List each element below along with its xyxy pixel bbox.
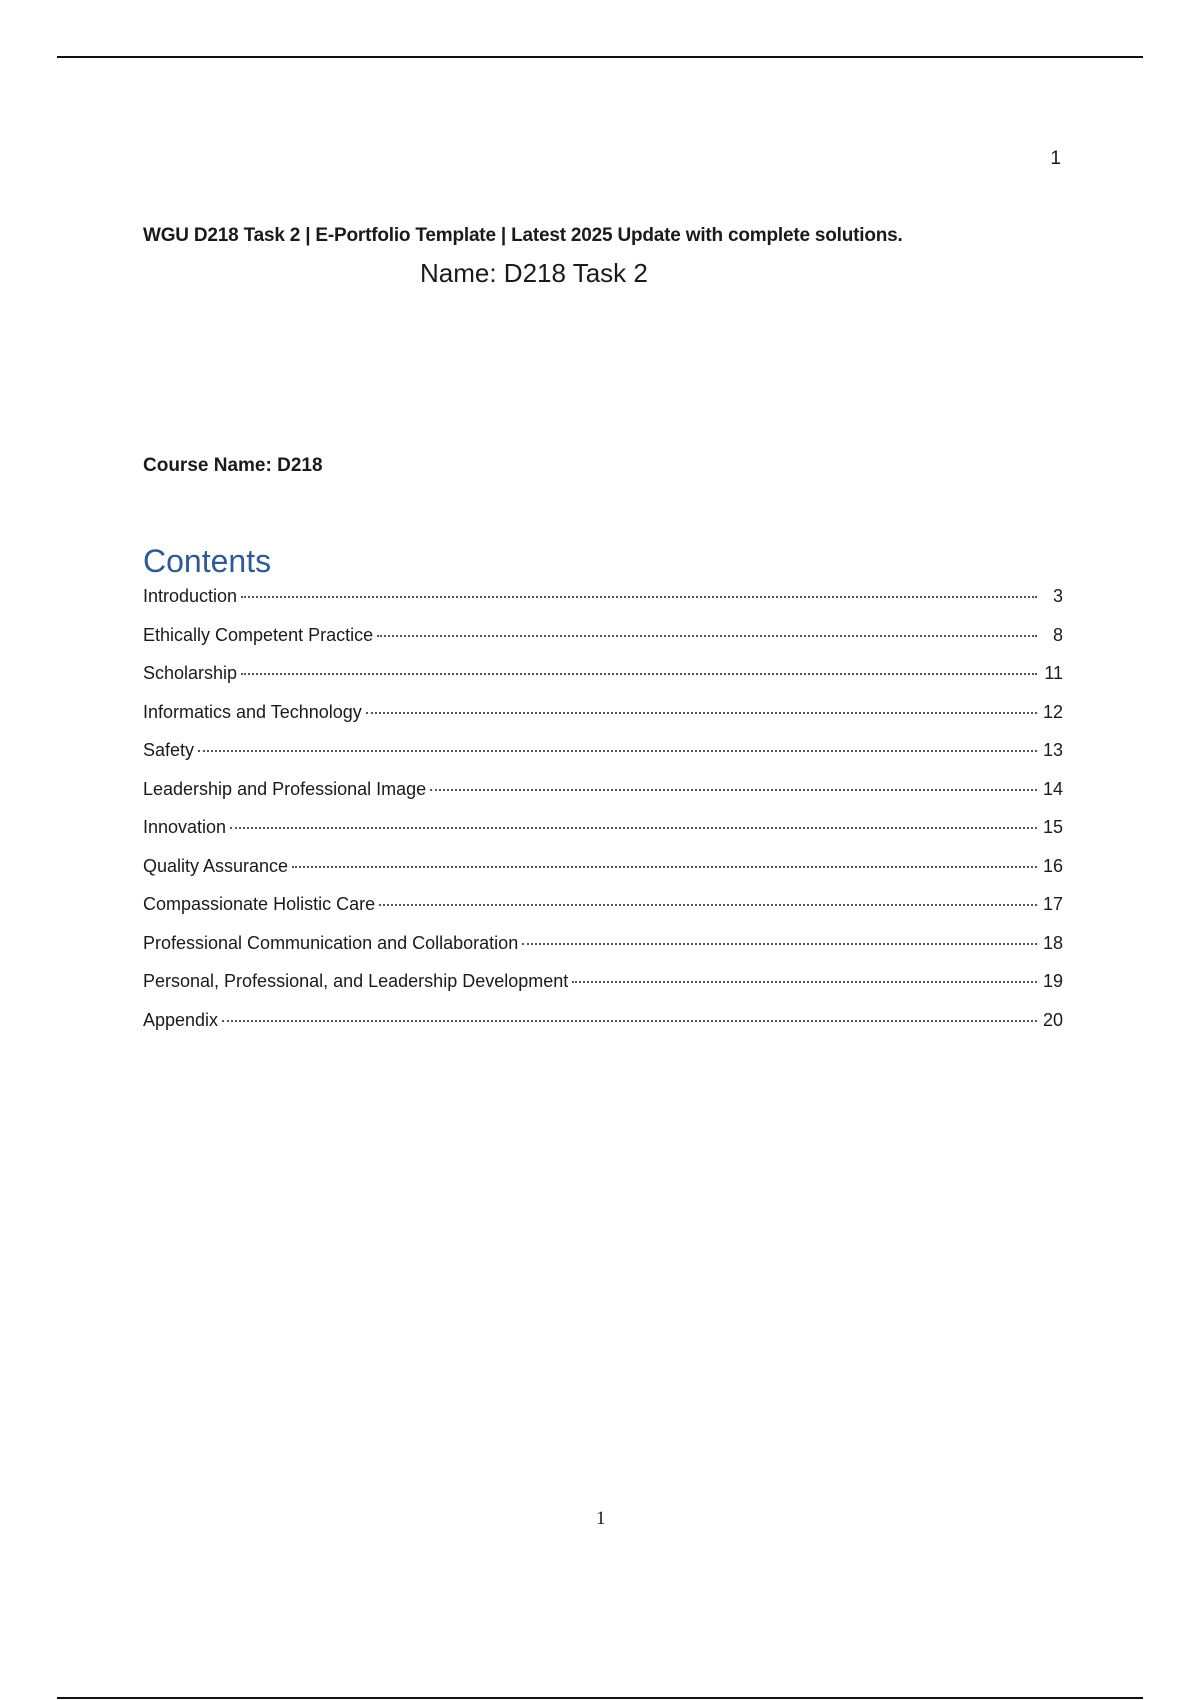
toc-leader-dots bbox=[430, 789, 1037, 791]
toc-entry-label: Introduction bbox=[143, 586, 238, 606]
header-page-number: 1 bbox=[1050, 148, 1061, 169]
toc-entry-label: Professional Communication and Collaboration bbox=[143, 932, 519, 953]
toc-entry-label: Ethically Competent Practice bbox=[143, 624, 374, 645]
toc-entry-page: 3 bbox=[1052, 586, 1063, 606]
toc-leader-dots bbox=[379, 904, 1037, 906]
toc-entry-page: 13 bbox=[1042, 740, 1063, 760]
toc-leader-dots bbox=[292, 866, 1037, 868]
toc-entry-compassionate-holistic-care[interactable] bbox=[143, 894, 1063, 933]
toc-leader-dots bbox=[241, 673, 1037, 675]
toc-entry-introduction[interactable] bbox=[143, 586, 1063, 625]
toc-entry-informatics-and-technology[interactable] bbox=[143, 702, 1063, 741]
table-of-contents bbox=[143, 586, 1063, 1048]
name-line: Name: D218 Task 2 bbox=[420, 258, 648, 288]
toc-entry-page: 11 bbox=[1044, 663, 1063, 683]
document-title: WGU D218 Task 2 | E-Portfolio Template | Latest 2025 Update with complete solutions. bbox=[143, 225, 903, 246]
toc-entry-page: 14 bbox=[1042, 778, 1063, 799]
toc-entry-appendix[interactable] bbox=[143, 1010, 1063, 1049]
toc-entry-page: 17 bbox=[1042, 894, 1063, 914]
top-rule bbox=[57, 56, 1143, 58]
toc-leader-dots bbox=[222, 1020, 1037, 1022]
toc-entry-page: 15 bbox=[1042, 817, 1063, 837]
toc-entry-page: 8 bbox=[1052, 624, 1063, 645]
toc-entry-label: Innovation bbox=[143, 817, 227, 837]
toc-entry-label: Safety bbox=[143, 740, 195, 760]
toc-entry-innovation[interactable] bbox=[143, 817, 1063, 856]
toc-leader-dots bbox=[377, 635, 1037, 637]
toc-entry-label: Informatics and Technology bbox=[143, 701, 362, 722]
toc-entry-safety[interactable] bbox=[143, 740, 1063, 779]
toc-leader-dots bbox=[241, 596, 1037, 598]
toc-entry-ethically-competent-practice[interactable] bbox=[143, 625, 1063, 664]
toc-entry-page: 18 bbox=[1042, 932, 1063, 953]
toc-heading: Contents bbox=[143, 543, 272, 579]
toc-leader-dots bbox=[366, 712, 1037, 714]
toc-entry-label: Leadership and Professional Image bbox=[143, 778, 427, 799]
toc-entry-label: Appendix bbox=[143, 1009, 219, 1030]
toc-entry-label: Scholarship bbox=[143, 663, 238, 683]
toc-leader-dots bbox=[572, 981, 1037, 983]
toc-leader-dots bbox=[522, 943, 1037, 945]
footer-page-number: 1 bbox=[596, 1508, 606, 1529]
toc-entry-page: 12 bbox=[1042, 701, 1063, 722]
toc-entry-page: 19 bbox=[1042, 971, 1063, 991]
course-name: Course Name: D218 bbox=[143, 455, 323, 476]
toc-entry-page: 20 bbox=[1042, 1009, 1063, 1030]
toc-entry-professional-communication-and-collaboration[interactable] bbox=[143, 933, 1063, 972]
toc-entry-personal-professional-leadership-development[interactable] bbox=[143, 971, 1063, 1010]
toc-entry-leadership-and-professional-image[interactable] bbox=[143, 779, 1063, 818]
toc-leader-dots bbox=[230, 827, 1037, 829]
toc-leader-dots bbox=[198, 750, 1037, 752]
toc-entry-label: Compassionate Holistic Care bbox=[143, 894, 376, 914]
toc-entry-scholarship[interactable] bbox=[143, 663, 1063, 702]
bottom-rule bbox=[57, 1697, 1143, 1699]
toc-entry-quality-assurance[interactable] bbox=[143, 856, 1063, 895]
toc-entry-label: Personal, Professional, and Leadership Development bbox=[143, 971, 569, 991]
toc-entry-label: Quality Assurance bbox=[143, 855, 289, 876]
toc-entry-page: 16 bbox=[1042, 855, 1063, 876]
